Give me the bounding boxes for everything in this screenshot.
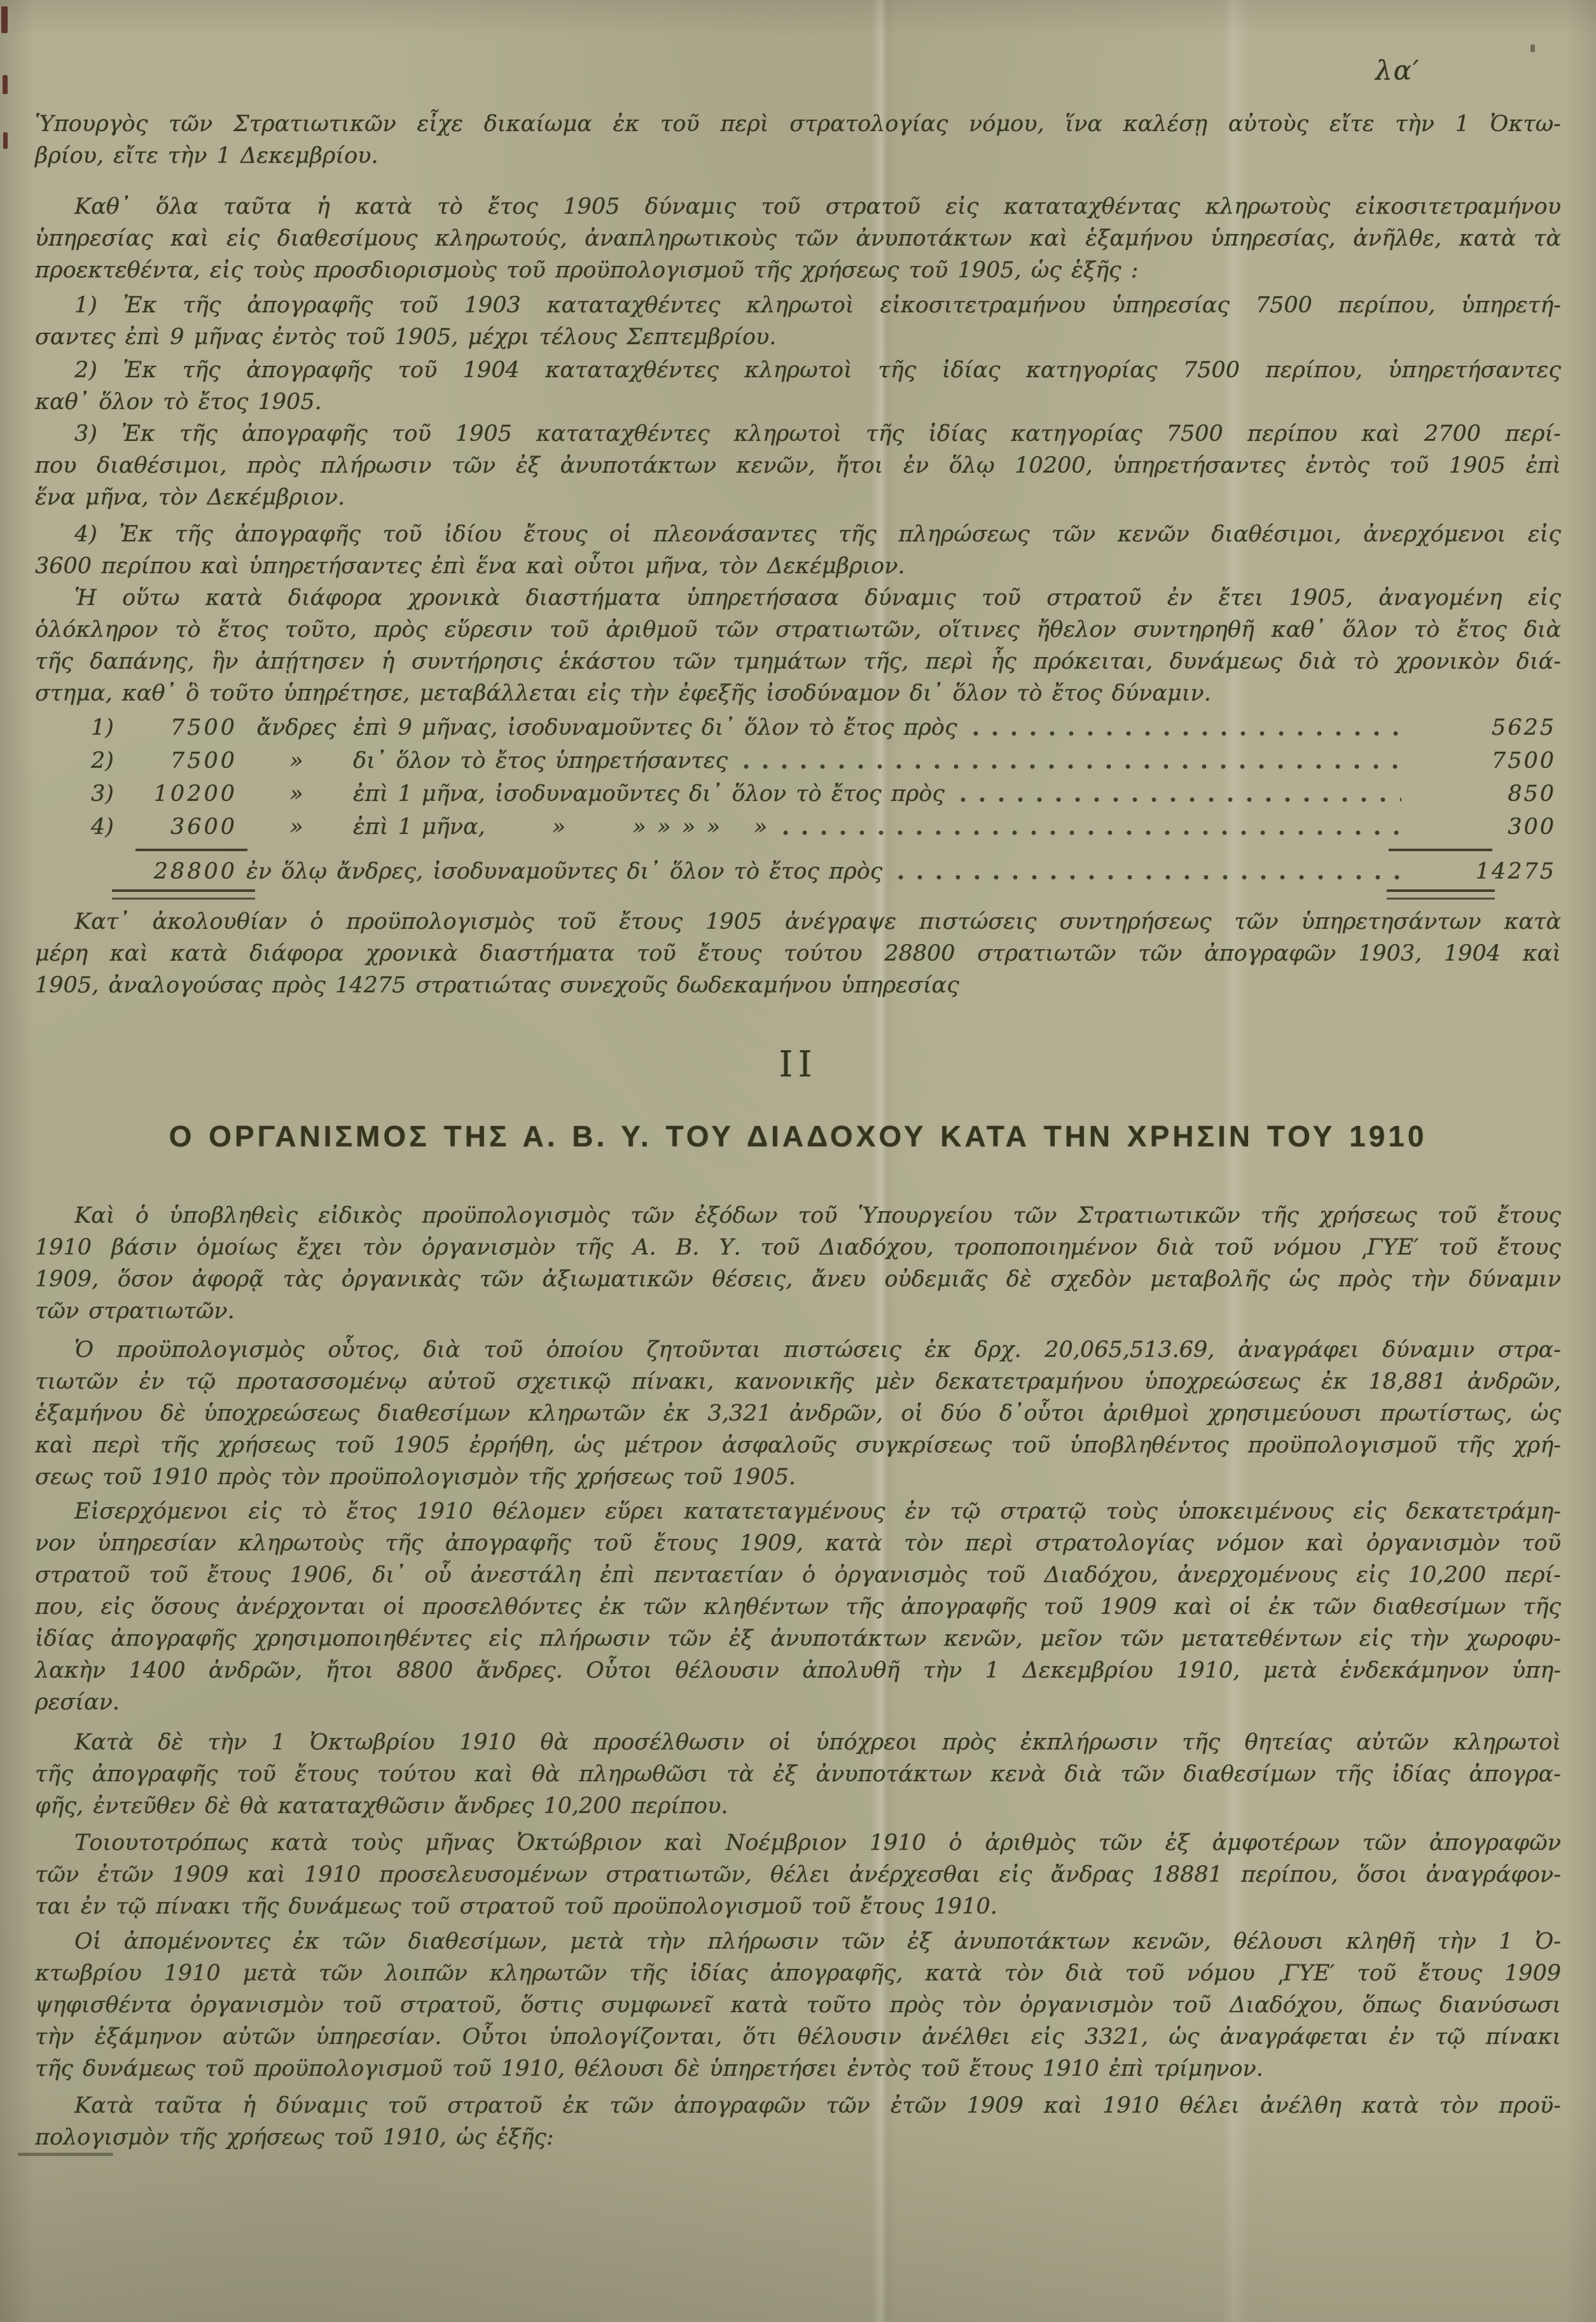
- text-line: ρεσίαν.: [35, 1690, 120, 1715]
- text-line: καθ᾽ ὅλον τὸ ἔτος 1905.: [35, 389, 322, 415]
- text-line: Εἰσερχόμενοι εἰς τὸ ἔτος 1910 θέλομεν εὕρει κατατεταγμένους ἐν τῷ στρατῷ τοὺς ὑποκειμένους εἰς δεκατετράμη-: [74, 1499, 1561, 1524]
- list-item-2: [35, 354, 1561, 418]
- text-line: ψηφισθέντα ὀργανισμὸν τοῦ στρατοῦ, ὅστις συμφωνεῖ κατὰ τοῦτο πρὸς τὸν ὀργανισμὸν τοῦ Διαδόχου, ὅπως διανύσωσι: [35, 1992, 1561, 2018]
- equivalence-table: [35, 711, 1561, 901]
- row-unit: »: [289, 748, 303, 774]
- paragraph: [35, 191, 1561, 286]
- row-description: δι᾽ ὅλον τὸ ἔτος ὑπηρετήσαντες: [353, 748, 728, 774]
- paragraph: [35, 2090, 1561, 2153]
- total-value: 14275: [1475, 859, 1556, 884]
- text-line: τῶν στρατιωτῶν.: [35, 1298, 235, 1324]
- scan-artifact: [3, 132, 8, 149]
- paragraph: [35, 906, 1561, 1001]
- row-number: 1): [91, 715, 114, 740]
- dot-leader: [960, 796, 1401, 803]
- row-description: ἐπὶ 1 μῆνα, ἰσοδυναμοῦντες δι᾽ ὅλον τὸ ἔτος πρὸς: [353, 781, 945, 807]
- table-rule-bottom: [35, 889, 1561, 901]
- text-line: ται ἐν τῷ πίνακι τῆς δυνάμεως τοῦ στρατοῦ τοῦ προϋπολογισμοῦ τοῦ ἔτους 1910.: [35, 1894, 997, 1919]
- list-item-3: [35, 418, 1561, 513]
- text-line: ἕνα μῆνα, τὸν Δεκέμβριον.: [35, 485, 345, 510]
- dot-leader: [898, 874, 1401, 880]
- text-line: 3) Ἐκ τῆς ἀπογραφῆς τοῦ 1905 καταταχθέντες κληρωτοὶ τῆς ἰδίας κατηγορίας 7500 περίπου καὶ 2700 περί-: [74, 421, 1561, 447]
- text-line: τῆς δυνάμεως τοῦ προϋπολογισμοῦ τοῦ 1910, θέλουσι δὲ ὑπηρετήσει ἐντὸς τοῦ ἔτους 1910 ἐπὶ τρίμηνον.: [35, 2056, 1263, 2082]
- row-quantity: 10200: [153, 781, 237, 807]
- text-line: τῆς ἀπογραφῆς τοῦ ἔτους τούτου καὶ θὰ πληρωθῶσι τὰ ἐξ ἀνυποτάκτων κενὰ διὰ τῶν διαθεσίμων τῆς ἰδίας ἀπογρα-: [35, 1762, 1561, 1787]
- text-line: ὁλόκληρον τὸ ἔτος τοῦτο, πρὸς εὕρεσιν τοῦ ἀριθμοῦ τῶν στρατιωτῶν, οἵτινες ἤθελον συντηρηθῆ καθ᾽ ὅλον τὸ ἔτος διὰ: [35, 617, 1561, 643]
- paragraph: [35, 1496, 1561, 1718]
- row-value: 850: [1508, 781, 1556, 807]
- paragraph: [35, 1926, 1561, 2085]
- dot-leader: [743, 763, 1401, 770]
- text-line: Ἡ οὕτω κατὰ διάφορα χρονικὰ διαστήματα ὑπηρετήσασα δύναμις τοῦ στρατοῦ ἐν ἔτει 1905, ἀναγομένη εἰς: [74, 585, 1561, 611]
- rule-segment: [112, 889, 255, 900]
- table-row: [35, 777, 1561, 810]
- row-unit: »: [289, 781, 303, 807]
- text-line: Τοιουτοτρόπως κατὰ τοὺς μῆνας Ὀκτώβριον καὶ Νοέμβριον 1910 ὁ ἀριθμὸς τῶν ἐξ ἀμφοτέρων τῶν ἀπογραφῶν: [74, 1830, 1561, 1856]
- text-line: τιωτῶν ἐν τῷ προτασσομένῳ αὐτοῦ σχετικῷ πίνακι, κανονικῆς μὲν δεκατετραμήνου ὑποχρεώσεως ἐκ 18,881 ἀνδρῶν,: [35, 1369, 1561, 1394]
- text-line: σαντες ἐπὶ 9 μῆνας ἐντὸς τοῦ 1905, μέχρι τέλους Σεπτεμβρίου.: [35, 324, 777, 350]
- text-line: 1) Ἐκ τῆς ἀπογραφῆς τοῦ 1903 καταταχθέντες κληρωτοὶ εἰκοσιτετραμήνου ὑπηρεσίας 7500 περίπου, ὑπηρετή-: [74, 293, 1561, 318]
- row-description: ἐπὶ 1 μῆνα, » » » » » »: [353, 814, 768, 840]
- section-title: Ο ΟΡΓΑΝΙΣΜΟΣ ΤΗΣ Α. Β. Υ. ΤΟΥ ΔΙΑΔΟΧΟΥ ΚΑΤΑ ΤΗΝ ΧΡΗΣΙΝ ΤΟΥ 1910: [169, 1120, 1427, 1153]
- page-number: λα′: [1375, 55, 1420, 86]
- dot-leader: [973, 730, 1401, 737]
- text-line: Ὑπουργὸς τῶν Στρατιωτικῶν εἶχε δικαίωμα ἐκ τοῦ περὶ στρατολογίας νόμου, ἵνα καλέσῃ αὐτοὺς εἴτε τὴν 1 Ὀκτω-: [35, 111, 1561, 137]
- list-item-4: [35, 518, 1561, 582]
- text-line: 3600 περίπου καὶ ὑπηρετήσαντες ἐπὶ ἕνα καὶ οὗτοι μῆνα, τὸν Δεκέμβριον.: [35, 553, 905, 579]
- text-line: 1910 βάσιν ὁμοίως ἔχει τὸν ὀργανισμὸν τῆς Α. Β. Υ. τοῦ Διαδόχου, τροποποιημένον διὰ τοῦ νόμου ͵ΓΥΕ′ τοῦ ἔτους: [35, 1235, 1561, 1260]
- text-line: καὶ περὶ τῆς χρήσεως τοῦ 1905 ἐρρήθη, ὡς μέτρον ἀσφαλοῦς συγκρίσεως τοῦ ὑποβληθέντος προϋπολογισμοῦ τῆς χρή-: [35, 1433, 1561, 1458]
- text-line: κτωβρίου 1910 μετὰ τῶν λοιπῶν κληρωτῶν τῆς ἰδίας ἀπογραφῆς, κατὰ τὸν διὰ τοῦ νόμου ͵ΓΥΕ′ τοῦ ἔτους 1909: [35, 1961, 1561, 1986]
- text-line: που, εἰς ὅσους ἀνέρχονται οἱ προσελθόντες ἐκ τῶν κληθέντων τῆς ἀπογραφῆς τοῦ 1909 καὶ οἱ ἐκ τῶν διαθεσίμων τῆς: [35, 1594, 1561, 1620]
- text-line: Ὁ προϋπολογισμὸς οὗτος, διὰ τοῦ ὁποίου ζητοῦνται πιστώσεις ἐκ δρχ. 20,065,513.69, ἀναγράφει δύναμιν στρα-: [74, 1337, 1561, 1363]
- text-line: Κατὰ ταῦτα ἡ δύναμις τοῦ στρατοῦ ἐκ τῶν ἀπογραφῶν τῶν ἐτῶν 1909 καὶ 1910 θέλει ἀνέλθη κατὰ τὸν προϋ-: [74, 2093, 1561, 2118]
- table-rule-top: [35, 849, 1561, 855]
- paragraph: [35, 1727, 1561, 1822]
- paragraph: [35, 582, 1561, 709]
- text-line: 1909, ὅσον ἀφορᾷ τὰς ὀργανικὰς τῶν ἀξιωματικῶν θέσεις, ἄνευ οὐδεμιᾶς δὲ σχεδὸν μεταβολῆς ὡς πρὸς τὴν δύναμιν: [35, 1267, 1561, 1292]
- rule-segment: [1387, 889, 1495, 900]
- paragraph: [35, 1334, 1561, 1493]
- paragraph: [35, 1200, 1561, 1327]
- row-unit: ἄνδρες: [256, 715, 337, 740]
- total-description: ἐν ὅλῳ ἄνδρες, ἰσοδυναμοῦντες δι᾽ ὅλον τὸ ἔτος πρὸς: [246, 859, 883, 884]
- text-line: λακὴν 1400 ἀνδρῶν, ἤτοι 8800 ἄνδρες. Οὗτοι θέλουσιν ἀπολυθῆ τὴν 1 Δεκεμβρίου 1910, μετὰ ἑνδεκάμηνον ὑπη-: [35, 1658, 1561, 1683]
- scan-artifact: [1530, 45, 1535, 52]
- text-line: νον ὑπηρεσίαν κληρωτοὺς τῆς ἀπογραφῆς τοῦ ἔτους 1909, κατὰ τὸν περὶ στρατολογίας νόμον καὶ ὀργανισμὸν τοῦ: [35, 1531, 1561, 1556]
- text-line: 1905, ἀναλογούσας πρὸς 14275 στρατιώτας συνεχοῦς δωδεκαμήνου ὑπηρεσίας: [35, 973, 959, 998]
- text-line: που διαθέσιμοι, πρὸς πλήρωσιν τῶν ἐξ ἀνυποτάκτων κενῶν, ἤτοι ἐν ὅλῳ 10200, ὑπηρετήσαντες ἐντὸς τοῦ 1905 ἐπὶ: [35, 453, 1561, 478]
- text-line: ὑπηρεσίας καὶ εἰς διαθεσίμους κληρωτούς, ἀναπληρωτικοὺς τῶν ἀνυποτάκτων καὶ ἑξαμήνου ὑπηρεσίας, ἀνῆλθε, κατὰ τὰ: [35, 226, 1561, 251]
- text-line: ἰδίας ἀπογραφῆς χρησιμοποιηθέντες εἰς πλήρωσιν τῶν ἐξ ἀνυποτάκτων κενῶν, μεῖον τῶν μετατεθέντων εἰς τὴν χωροφυ-: [35, 1626, 1561, 1651]
- text-line: Οἱ ἀπομένοντες ἐκ τῶν διαθεσίμων, μετὰ τὴν πλήρωσιν τῶν ἐξ ἀνυποτάκτων κενῶν, θέλουσι κληθῆ τὴν 1 Ὀ-: [74, 1929, 1561, 1954]
- text-line: τῆς δαπάνης, ἣν ἀπῄτησεν ἡ συντήρησις ἑκάστου τῶν τμημάτων τῆς, περὶ ἧς πρόκειται, δυνάμεως διὰ τὸ χρονικὸν διά-: [35, 649, 1561, 674]
- text-line: σεως τοῦ 1910 πρὸς τὸν προϋπολογισμὸν τῆς χρήσεως τοῦ 1905.: [35, 1464, 796, 1490]
- text-line: προεκτεθέντα, εἰς τοὺς προσδιορισμοὺς τοῦ προϋπολογισμοῦ τῆς χρήσεως τοῦ 1905, ὡς ἑξῆς :: [35, 258, 1139, 283]
- text-line: μέρη καὶ κατὰ διάφορα χρονικὰ διαστήματα τοῦ ἔτους τούτου 28800 στρατιωτῶν τῶν ἀπογραφῶν 1903, 1904 καὶ: [35, 941, 1561, 966]
- row-value: 5625: [1491, 715, 1556, 740]
- text-line: τὴν ἑξάμηνον αὐτῶν ὑπηρεσίαν. Οὗτοι ὑπολογίζονται, ὅτι θέλουσιν ἀνέλθει εἰς 3321, ὡς ἀναγράφεται ἐν τῷ πίνακι: [35, 2024, 1561, 2050]
- row-quantity: 3600: [170, 814, 237, 840]
- text-line: βρίου, εἴτε τὴν 1 Δεκεμβρίου.: [35, 143, 378, 169]
- scan-artifact: [3, 75, 8, 94]
- text-line: στημα, καθ᾽ ὃ τοῦτο ὑπηρέτησε, μεταβάλλεται εἰς τὴν ἐφεξῆς ἰσοδύναμον δι᾽ ὅλον τὸ ἔτος δύναμιν.: [35, 681, 1211, 706]
- row-number: 3): [91, 781, 114, 807]
- text-line: στρατοῦ τοῦ ἔτους 1906, δι᾽ οὗ ἀνεστάλη ἐπὶ πενταετίαν ὁ ὀργανισμὸς τοῦ Διαδόχου, ἀνερχομένους εἰς 10,200 περί-: [35, 1562, 1561, 1588]
- text-line: Καὶ ὁ ὑποβληθεὶς εἰδικὸς προϋπολογισμὸς τῶν ἐξόδων τοῦ Ὑπουργείου τῶν Στρατιωτικῶν τῆς χρήσεως τοῦ ἔτους: [74, 1203, 1561, 1228]
- text-line: φῆς, ἐντεῦθεν δὲ θὰ καταταχθῶσιν ἄνδρες 10,200 περίπου.: [35, 1793, 728, 1819]
- paragraph: [35, 1827, 1561, 1922]
- dot-leader: [782, 830, 1401, 836]
- section-numeral: II: [779, 1044, 817, 1085]
- text-line: Κατ᾽ ἀκολουθίαν ὁ προϋπολογισμὸς τοῦ ἔτους 1905 ἀνέγραψε πιστώσεις συντηρήσεως τῶν ὑπηρετησάντων κατὰ: [74, 909, 1561, 935]
- row-value: 7500: [1491, 748, 1556, 774]
- row-quantity: 7500: [170, 748, 237, 774]
- row-description: ἐπὶ 9 μῆνας, ἰσοδυναμοῦντες δι᾽ ὅλον τὸ ἔτος πρὸς: [353, 715, 957, 740]
- text-line: 4) Ἐκ τῆς ἀπογραφῆς τοῦ ἰδίου ἔτους οἱ πλεονάσαντες τῆς πληρώσεως τῶν κενῶν διαθέσιμοι, ἀνερχόμενοι εἰς: [74, 522, 1561, 547]
- row-unit: »: [289, 814, 303, 840]
- paragraph-continuation: [35, 108, 1561, 172]
- text-line: τῶν ἐτῶν 1909 καὶ 1910 προσελευσομένων στρατιωτῶν, θέλει ἀνέρχεσθαι εἰς ἄνδρας 18881 περίπου, ὅσοι ἀναγράφον-: [35, 1862, 1561, 1887]
- text-line: Καθ᾽ ὅλα ταῦτα ἡ κατὰ τὸ ἔτος 1905 δύναμις τοῦ στρατοῦ εἰς καταταχθέντας κληρωτοὺς εἰκοσιτετραμήνου: [74, 194, 1561, 219]
- text-line: πολογισμὸν τῆς χρήσεως τοῦ 1910, ὡς ἑξῆς:: [35, 2125, 554, 2150]
- text-line: ἑξαμήνου δὲ ὑποχρεώσεως διαθεσίμων κληρωτῶν ἐκ 3,321 ἀνδρῶν, οἱ δύο δ᾽οὗτοι ἀριθμοὶ χρησιμεύουσι πρωτίστως, ὡς: [35, 1401, 1561, 1426]
- list-item-1: [35, 289, 1561, 353]
- row-quantity: 7500: [170, 715, 237, 740]
- row-number: 4): [91, 814, 114, 840]
- row-number: 2): [91, 748, 114, 774]
- table-row: [35, 744, 1561, 777]
- table-row: [35, 810, 1561, 844]
- text-line: 2) Ἐκ τῆς ἀπογραφῆς τοῦ 1904 καταταχθέντες κληρωτοὶ τῆς ἰδίας κατηγορίας 7500 περίπου, ὑπηρετήσαντες: [74, 358, 1561, 383]
- rule-segment: [1389, 849, 1492, 851]
- page-body: [35, 108, 1561, 2153]
- scan-artifact: [1, 6, 8, 33]
- total-quantity: 28800: [153, 859, 237, 884]
- table-total-row: [35, 855, 1561, 888]
- row-value: 300: [1508, 814, 1556, 840]
- table-row: [35, 711, 1561, 744]
- rule-segment: [135, 849, 247, 851]
- text-line: Κατὰ δὲ τὴν 1 Ὀκτωβρίου 1910 θὰ προσέλθωσιν οἱ ὑπόχρεοι πρὸς ἐκπλήρωσιν τῆς θητείας αὐτῶν κληρωτοὶ: [74, 1730, 1561, 1755]
